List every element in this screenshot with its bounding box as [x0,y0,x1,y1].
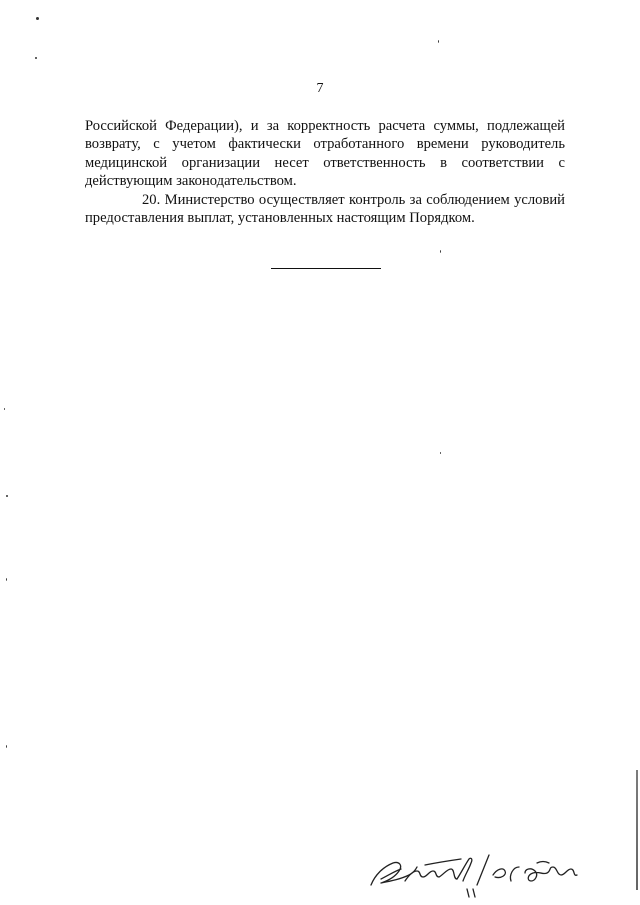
handwritten-signature [365,845,585,901]
paragraph-20: 20. Министерство осуществляет контроль за соблюдением условий предоставления выплат, установленных настоящим Порядком. [85,191,565,227]
scan-edge-shadow [636,770,638,890]
scan-speck [35,57,37,59]
signature-graphic [365,845,585,901]
scan-speck [6,745,7,748]
scan-speck [36,17,39,20]
scan-speck [440,250,441,253]
end-divider [271,268,381,269]
page-number: 7 [316,81,324,96]
scan-speck [440,452,441,454]
scan-speck [6,578,7,581]
paragraph-continuation: Российской Федерации), и за корректность расчета суммы, подлежащей возврату, с учетом фактически отработанного времени руководитель медицинской организации несет ответственность в соответствии с действующим законодательством. [85,118,565,190]
document-body [85,117,565,227]
scan-speck [4,408,5,410]
scan-speck [6,495,8,497]
scan-speck [438,40,439,43]
